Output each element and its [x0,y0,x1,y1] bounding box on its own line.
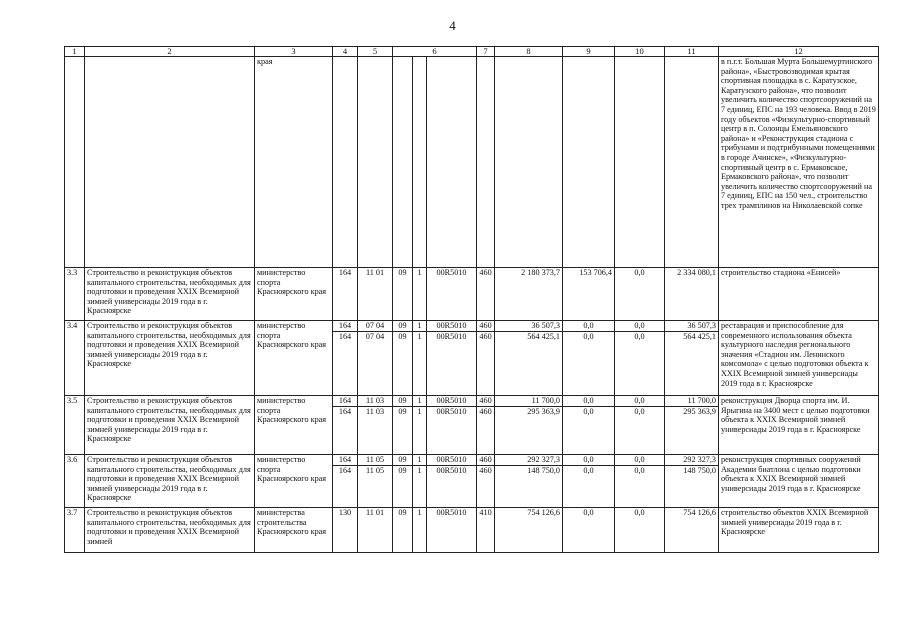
col-header: 6 [393,47,477,57]
code-cell: 1 [417,407,422,416]
amount-cell: 0,0 [615,268,665,321]
col-header: 5 [358,47,393,57]
col-header: 10 [615,47,665,57]
amount-cell: 292 327,3 [495,455,562,466]
amount-cell: 0,0 [615,321,664,332]
code-cell: 07 04 [365,332,385,341]
code-cell: 11 03 [365,407,385,416]
col-header: 12 [719,47,879,57]
amount-cell: 148 750,0 [683,466,717,475]
col-header: 2 [85,47,255,57]
code-cell: 11 05 [365,466,385,475]
result-cell: строительство объектов XXIX Всемирной зимней универсиады 2019 года в г. Красноярске [719,508,879,553]
code-cell: 11 05 [358,455,392,466]
amount-cell: 754 126,6 [495,508,563,553]
table-row [65,455,879,508]
code-cell: 00R5010 [427,455,476,466]
amount-cell: 0,0 [563,455,614,466]
code-cell: 00R5010 [436,407,467,416]
amount-cell: 0,0 [615,508,665,553]
code-cell: 460 [479,407,492,416]
amount-cell: 0,0 [583,466,594,475]
page-number: 4 [449,18,456,33]
ministry-cell: министерство спорта Красноярского края [255,268,333,321]
code-cell: 164 [338,466,352,475]
row-name: Строительство и реконструкция объектов капитального строительства, необходимых для подготовки и проведения XXIX Всемирной зимней универсиады 2019 года в г. Красноярске [85,321,255,396]
amount-cell: 11 700,0 [665,396,718,407]
code-cell: 00R5010 [427,268,477,321]
code-cell: 11 01 [358,268,393,321]
code-cell: 410 [477,508,495,553]
code-cell: 09 [398,332,407,341]
code-cell: 09 [398,466,407,475]
ministry-cell: министерство спорта Красноярского края [255,455,333,508]
amount-cell: 36 507,3 [665,321,718,332]
code-cell: 460 [477,268,495,321]
code-cell: 164 [333,321,357,332]
amount-cell: 564 425,1 [683,332,717,341]
code-cell: 07 04 [358,321,392,332]
col-header: 3 [255,47,333,57]
amount-cell: 2 334 080,1 [665,268,719,321]
row-number: 3.3 [65,268,85,321]
code-cell: 130 [333,508,358,553]
result-cell: в п.г.т. Большая Мурта Большемуртинского района», «Быстровозводимая крытая спортивная площадка в с. Каратузское, Каратузского района», что позволит увеличить количество спортсооружений на 7 единиц, ЕПС на 193 человека. Ввод в 2019 году объектов «Физкультурно-спортивный центр в п. Солонцы Емельяновского района» и «Реконструкция стадиона с трибунами и подтрибунными помещениями в городе Ачинске», «Физкультурно-спортивный центр в с. Ермаковское, Ермаковского района», что позволит увеличить количество спортсооружений на 7 единиц, ЕПС на 150 чел., строительство трех трамплинов на Николаевской сопке [719,57,879,268]
amount-cell: 0,0 [563,508,615,553]
col-header: 8 [495,47,563,57]
code-cell: 164 [333,268,358,321]
amount-cell: 754 126,6 [665,508,719,553]
code-cell: 11 03 [358,396,392,407]
code-cell: 09 [393,508,413,553]
col-header: 1 [65,47,85,57]
row-number: 3.7 [65,508,85,553]
code-cell: 00R5010 [436,466,467,475]
code-cell: 1 [413,268,427,321]
amount-cell: 292 327,3 [665,455,718,466]
code-cell: 00R5010 [427,508,477,553]
code-cell: 460 [477,396,494,407]
code-cell: 1 [417,466,422,475]
code-cell: 09 [393,268,413,321]
amount-cell: 0,0 [634,466,645,475]
code-cell: 1 [413,321,426,332]
ministry-cell: края [255,57,333,268]
row-number: 3.4 [65,321,85,396]
code-cell: 09 [393,321,412,332]
amount-cell: 0,0 [615,396,664,407]
row-name: Строительство и реконструкция объектов капитального строительства, необходимых для подготовки и проведения XXIX Всемирной зимней универсиады 2019 года в г. Красноярске [85,268,255,321]
table-row [65,268,879,321]
amount-cell: 0,0 [615,455,664,466]
result-cell: строительство стадиона «Енисей» [719,268,879,321]
result-cell: реконструкция спортивных сооружений Академии биатлона с целью подготовки объекта к XXIX Всемирной зимней универсиады 2019 года в г. Красноярске [719,455,879,508]
amount-cell: 0,0 [583,407,594,416]
col-header: 7 [477,47,495,57]
result-cell: реставрация и приспособление для современного использования объекта культурного наследия регионального значения «Стадион им. Ленинского комсомола» с целью подготовки объекта к XXIX Всемирной зимней универсиады 2019 года в г. Красноярске [719,321,879,396]
code-cell: 1 [417,332,422,341]
amount-cell: 295 363,9 [527,407,561,416]
code-cell: 164 [338,332,352,341]
row-name: Строительство и реконструкция объектов капитального строительства, необходимых для подготовки и проведения XXIX Всемирной зимней универсиады 2019 года в г. Красноярске [85,455,255,508]
col-header: 11 [665,47,719,57]
code-cell: 09 [393,396,412,407]
code-cell: 164 [333,396,357,407]
amount-cell: 295 363,9 [683,407,717,416]
amount-cell: 36 507,3 [495,321,562,332]
code-cell: 00R5010 [427,396,476,407]
code-cell: 00R5010 [436,332,467,341]
code-cell: 460 [479,332,492,341]
amount-cell: 2 180 373,7 [495,268,563,321]
col-header: 4 [333,47,358,57]
code-cell: 460 [477,321,494,332]
table-row [65,396,879,455]
code-cell: 09 [398,407,407,416]
result-cell: реконструкция Дворца спорта им. И. Ярыгина на 3400 мест с целью подготовки объекта к XXIX Всемирной зимней универсиады 2019 года в г. Красноярске [719,396,879,455]
code-cell: 460 [477,455,494,466]
row-name: Строительство и реконструкция объектов капитального строительства, необходимых для подготовки и проведения XXIX Всемирной зимней универсиады 2019 года в г. Красноярске [85,396,255,455]
amount-cell: 0,0 [634,407,645,416]
amount-cell: 153 706,4 [563,268,615,321]
amount-cell: 0,0 [563,321,614,332]
column-number-row [65,47,879,57]
budget-table [64,46,879,553]
amount-cell: 11 700,0 [495,396,562,407]
ministry-cell: министерство спорта Красноярского края [255,321,333,396]
code-cell: 09 [393,455,412,466]
code-cell: 1 [413,508,427,553]
amount-cell: 148 750,0 [527,466,561,475]
amount-cell: 564 425,1 [527,332,561,341]
row-number: 3.5 [65,396,85,455]
table-row [65,321,879,396]
code-cell: 1 [413,396,426,407]
continuation-row [65,57,879,268]
col-header: 9 [563,47,615,57]
code-cell: 164 [333,455,357,466]
code-cell: 164 [338,407,352,416]
ministry-cell: министерство спорта Красноярского края [255,396,333,455]
amount-cell: 0,0 [583,332,594,341]
amount-cell: 0,0 [634,332,645,341]
code-cell: 1 [413,455,426,466]
amount-cell: 0,0 [563,396,614,407]
table-row [65,508,879,553]
row-name: Строительство и реконструкция объектов капитального строительства, необходимых для подготовки и проведения XXIX Всемирной зимней [85,508,255,553]
code-cell: 11 01 [358,508,393,553]
code-cell: 460 [479,466,492,475]
row-number: 3.6 [65,455,85,508]
code-cell: 00R5010 [427,321,476,332]
ministry-cell: министерства строительства Красноярского края [255,508,333,553]
